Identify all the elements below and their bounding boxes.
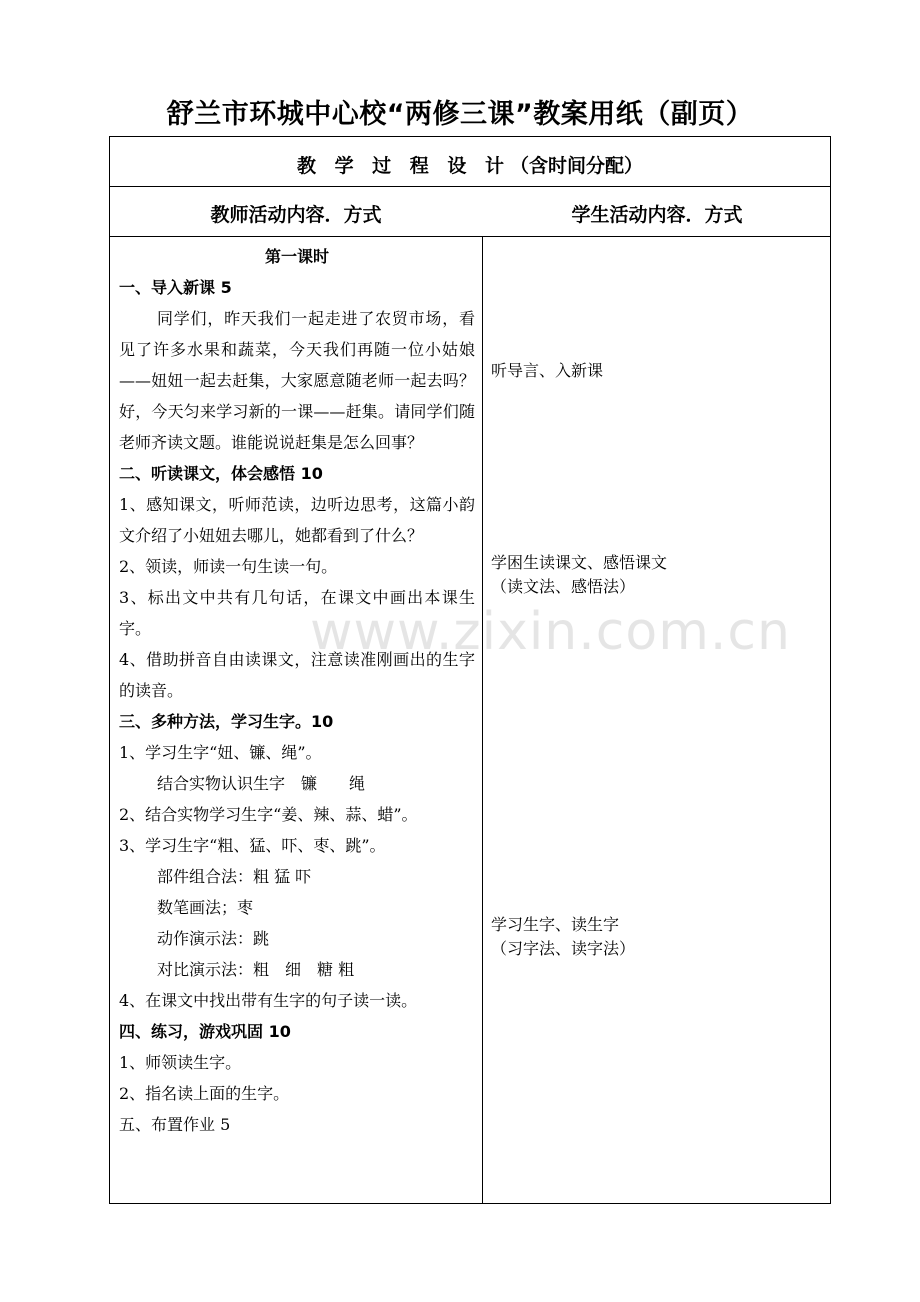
list-subitem: 动作演示法：跳 [157,929,270,948]
student-activity-method: （读文法、感悟法） [491,577,636,596]
header-main-title: 教 学 过 程 设 计 [296,155,511,177]
teacher-activities [119,241,475,1140]
list-subitem: 部件组合法：粗 猛 吓 [157,867,312,886]
student-activity-line: 学习生字、读生字 [491,915,620,934]
list-item: 3、标出文中共有几句话，在课文中画出本课生字。 [119,588,475,638]
list-item: 1、学习生字“妞、镰、绳”。 [119,743,322,762]
list-item: 1、感知课文，听师范读，边听边思考，这篇小韵文介绍了小妞妞去哪儿，她都看到了什么？ [119,495,475,545]
student-activity [491,913,635,961]
student-column-header: 学生活动内容．方式 [571,204,743,226]
table-divider [110,186,830,187]
list-item: 2、指名读上面的生字。 [119,1084,290,1103]
table-divider [110,236,830,237]
list-item: 1、师领读生字。 [119,1053,242,1072]
section-heading: 五、布置作业 5 [119,1115,231,1134]
lesson-plan-table [109,136,831,1204]
list-item: 2、领读，师读一句生读一句。 [119,557,338,576]
list-subitem: 结合实物认识生字 镰 绳 [157,774,366,793]
teacher-column-header: 教师活动内容．方式 [210,204,382,226]
section-heading: 二、听读课文，体会感悟 10 [119,464,323,483]
header-main-suffix: （含时间分配） [510,155,644,177]
student-activity [491,359,603,383]
list-subitem: 数笔画法；枣 [157,898,254,917]
column-divider [482,236,483,1203]
table-main-header [110,151,830,178]
student-activity [491,551,667,599]
list-item: 4、在课文中找出带有生字的句子读一读。 [119,991,418,1010]
section-paragraph: 同学们，昨天我们一起走进了农贸市场，看见了许多水果和蔬菜，今天我们再随一位小姑娘——妞妞一起去赶集，大家愿意随老师一起去吗？好，今天匀来学习新的一课——赶集。请同学们随老师齐读文题。谁能说说赶集是怎么回事？ [119,309,475,452]
student-activity-line: 学困生读课文、感悟课文 [491,553,668,572]
section-heading: 四、练习，游戏巩固 10 [119,1022,291,1041]
section-heading: 三、多种方法，学习生字。10 [119,712,334,731]
student-activity-line: 听导言、入新课 [491,361,604,380]
list-item: 4、借助拼音自由读课文，注意读准刚画出的生字的读音。 [119,650,475,700]
list-item: 3、学习生字“粗、猛、吓、枣、跳”。 [119,836,386,855]
lesson-label: 第一课时 [264,247,329,266]
list-subitem: 对比演示法：粗 细 糖 粗 [157,960,355,979]
list-item: 2、结合实物学习生字“姜、辣、蒜、蜡”。 [119,805,418,824]
document-title: 舒兰市环城中心校“两修三课”教案用纸（副页） [166,99,754,130]
section-heading: 一、导入新课 5 [119,278,232,297]
student-activity-method: （习字法、读字法） [491,939,636,958]
watermark: www.zixin.com.cn [310,602,791,662]
